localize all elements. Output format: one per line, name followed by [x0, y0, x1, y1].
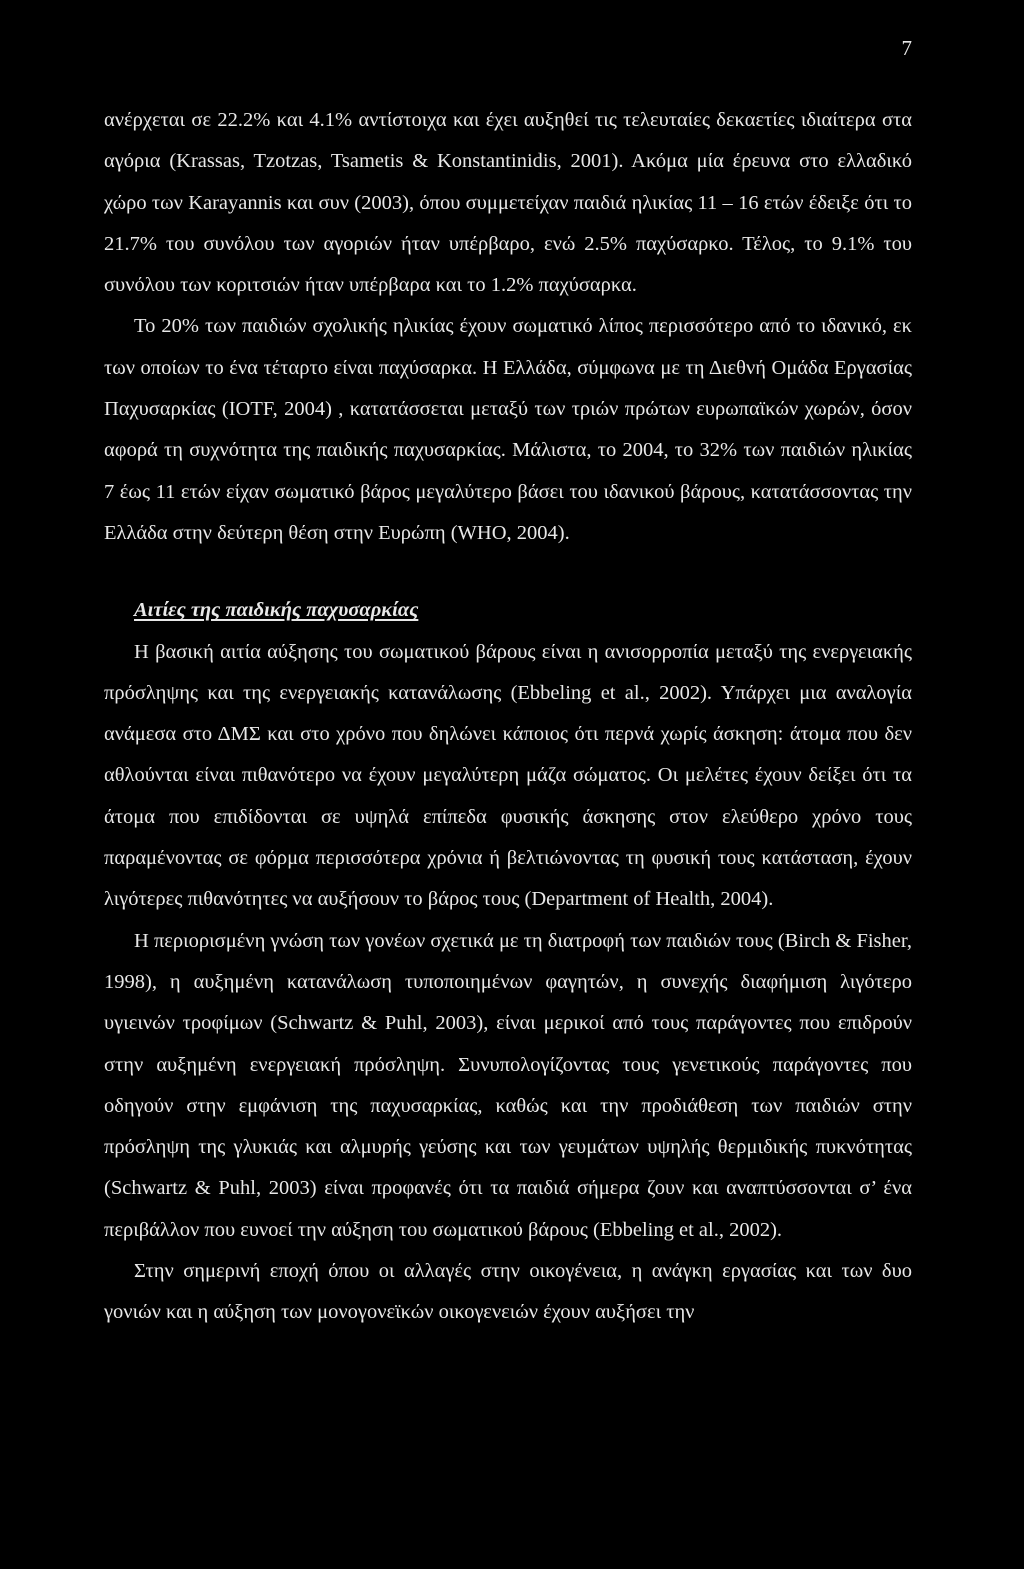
section-heading-causes: Αιτίες της παιδικής παχυσαρκίας: [134, 599, 419, 622]
paragraph-family-changes: Στην σημερινή εποχή όπου οι αλλαγές στην οικογένεια, η ανάγκη εργασίας και των δυο γονιών και η αύξηση των μονογονεϊκών οικογενειών έχουν αυξήσει την: [104, 1260, 912, 1324]
document-body: [104, 100, 912, 1334]
paragraph-energy-balance: Η βασική αιτία αύξησης του σωματικού βάρους είναι η ανισορροπία μεταξύ της ενεργειακής πρόσληψης και της ενεργειακής κατανάλωσης (Ebbeling et al., 2002). Υπάρχει μια αναλογία ανάμεσα στο ΔΜΣ και στο χρόνο που δηλώνει κάποιος ότι περνά χωρίς άσκηση: άτομα που δεν αθλούνται είναι πιθανότερο να έχουν μεγαλύτερη μάζα σώματος. Οι μελέτες έχουν δείξει ότι τα άτομα που επιδίδονται σε υψηλά επίπεδα φυσικής άσκησης στον ελεύθερο χρόνο τους παραμένοντας σε φόρμα περισσότερα χρόνια ή βελτιώνοντας τη φυσική τους κατάσταση, έχουν λιγότερες πιθανότητες να αυξήσουν το βάρος τους (Department of Health, 2004).: [104, 640, 912, 911]
paragraph-prevalence: ανέρχεται σε 22.2% και 4.1% αντίστοιχα και έχει αυξηθεί τις τελευταίες δεκαετίες ιδιαίτερα στα αγόρια (Krassas, Tzotzas, Tsametis & Konstantinidis, 2001). Ακόμα μία έρευνα στο ελλαδικό χώρο των Karayannis και συν (2003), όπου συμμετείχαν παιδιά ηλικίας 11 – 16 ετών έδειξε ότι το 21.7% του συνόλου των αγοριών ήταν υπέρβαρο, ενώ 2.5% παχύσαρκο. Τέλος, το 9.1% του συνόλου των κοριτσιών ήταν υπέρβαρα και το 1.2% παχύσαρκα.: [104, 109, 912, 297]
paragraph-parental-knowledge: Η περιορισμένη γνώση των γονέων σχετικά με τη διατροφή των παιδιών τους (Birch & Fisher, 1998), η αυξημένη κατανάλωση τυποποιημένων φαγητών, η συνεχής διαφήμιση λιγότερο υγιεινών τροφίμων (Schwartz & Puhl, 2003), είναι μερικοί από τους παράγοντες που επιδρούν στην αυξημένη ενεργειακή πρόσληψη. Συνυπολογίζοντας τους γενετικούς παράγοντες που οδηγούν στην εμφάνιση της παχυσαρκίας, καθώς και την προδιάθεση των παιδιών στην πρόσληψη της γλυκιάς και αλμυρής γεύσης και των γευμάτων υψηλής θερμιδικής πυκνότητας (Schwartz & Puhl, 2003) είναι προφανές ότι τα παιδιά σήμερα ζουν και αναπτύσσονται σ’ ένα περιβάλλον που ευνοεί την αύξηση του σωματικού βάρους (Ebbeling et al., 2002).: [104, 929, 912, 1241]
page-number: 7: [901, 36, 912, 60]
paragraph-greece-ranking: Το 20% των παιδιών σχολικής ηλικίας έχουν σωματικό λίπος περισσότερο από το ιδανικό, εκ των οποίων το ένα τέταρτο είναι παχύσαρκα. Η Ελλάδα, σύμφωνα με τη Διεθνή Ομάδα Εργασίας Παχυσαρκίας (IOTF, 2004) , κατατάσσεται μεταξύ των τριών πρώτων ευρωπαϊκών χωρών, όσον αφορά τη συχνότητα της παιδικής παχυσαρκίας. Μάλιστα, το 2004, το 32% των παιδιών ηλικίας 7 έως 11 ετών είχαν σωματικό βάρος μεγαλύτερο βάσει του ιδανικού βάρους, κατατάσσοντας την Ελλάδα στην δεύτερη θέση στην Ευρώπη (WHO, 2004).: [104, 315, 912, 544]
